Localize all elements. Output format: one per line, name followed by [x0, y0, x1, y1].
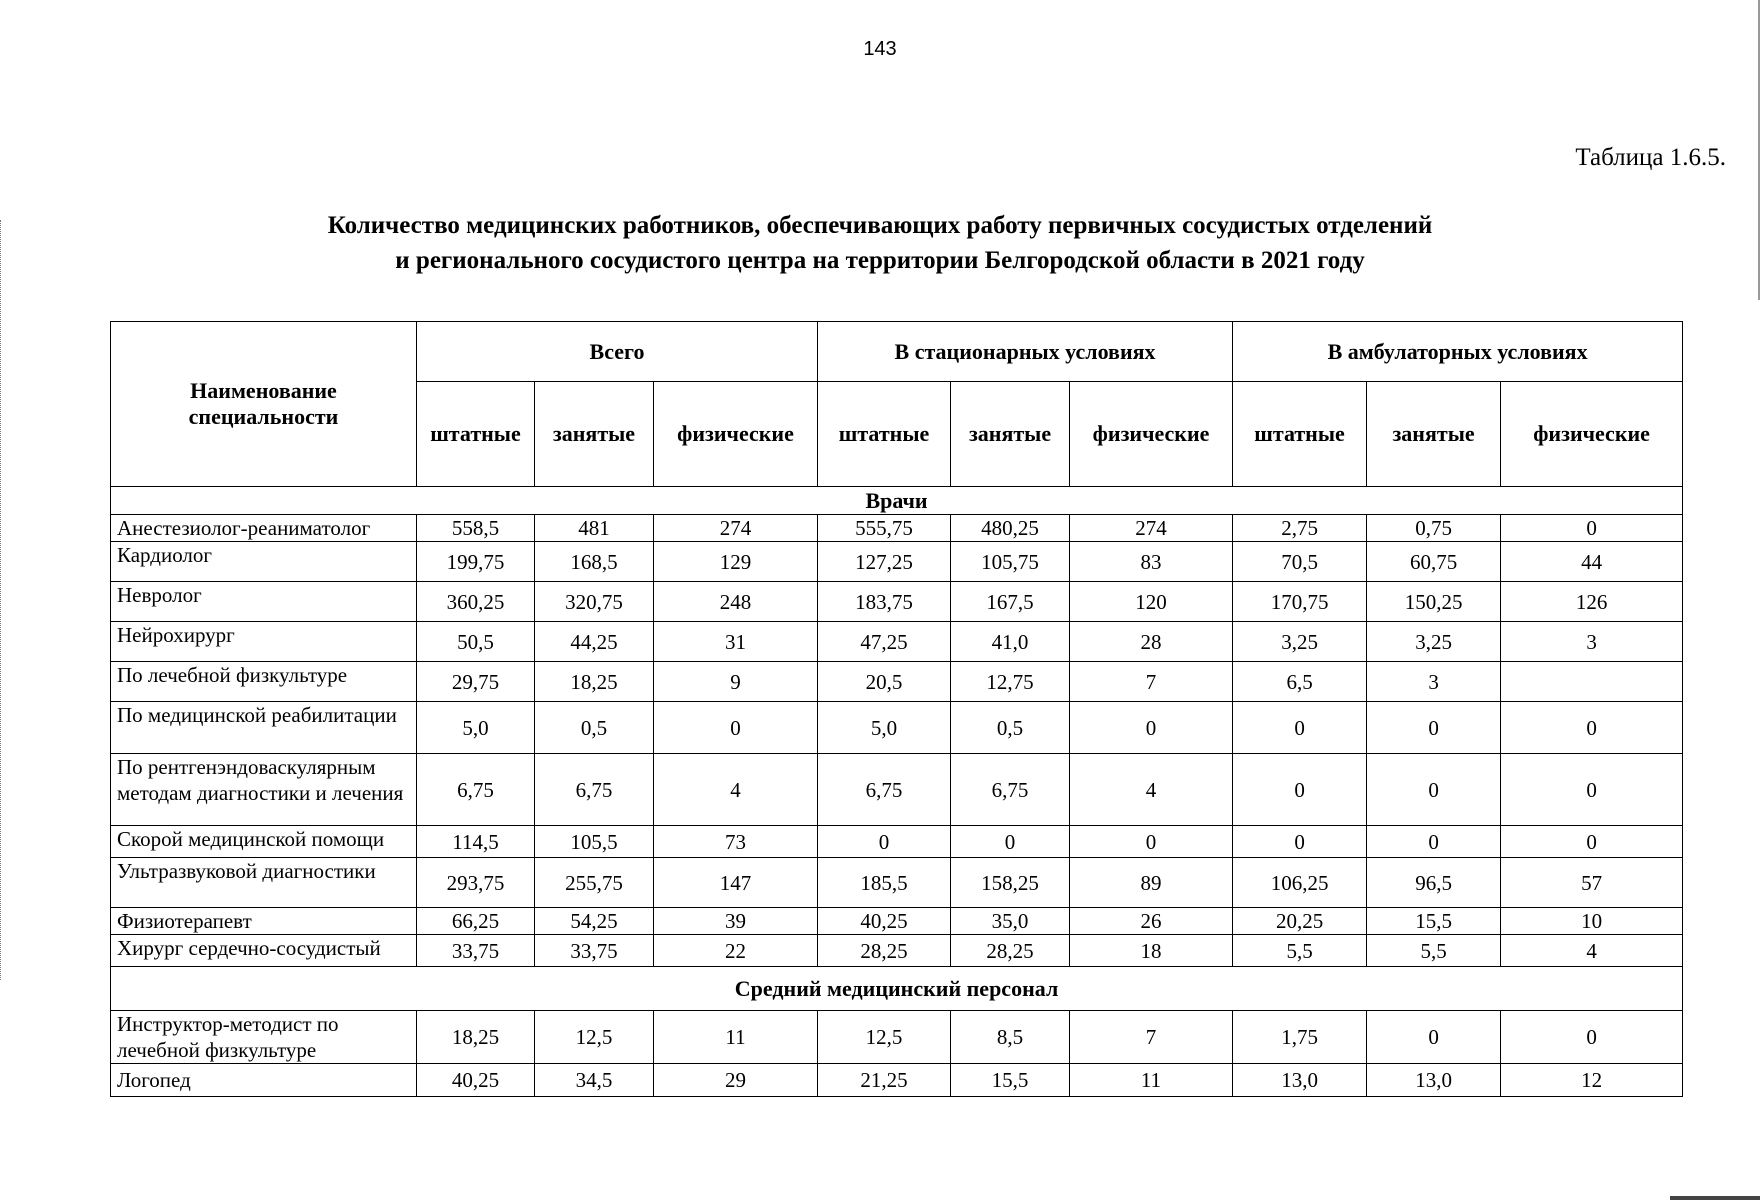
value-cell: 44 — [1501, 542, 1683, 582]
value-cell: 13,0 — [1367, 1064, 1501, 1097]
value-cell: 158,25 — [951, 858, 1070, 908]
value-cell: 12,5 — [535, 1011, 654, 1064]
value-cell: 8,5 — [951, 1011, 1070, 1064]
value-cell: 0,5 — [535, 702, 654, 754]
specialty-name: Хирург сердечно-сосудистый — [111, 935, 417, 967]
value-cell: 41,0 — [951, 622, 1070, 662]
table-row — [111, 1011, 1683, 1064]
value-cell: 6,75 — [535, 754, 654, 826]
specialty-name: По медицинской реабилитации — [111, 702, 417, 754]
value-cell: 150,25 — [1367, 582, 1501, 622]
value-cell: 40,25 — [417, 1064, 535, 1097]
header-sub: штатные — [1233, 382, 1367, 487]
value-cell: 12,5 — [818, 1011, 951, 1064]
value-cell: 13,0 — [1233, 1064, 1367, 1097]
value-cell: 6,75 — [818, 754, 951, 826]
staff-table — [110, 321, 1683, 1097]
value-cell: 11 — [654, 1011, 818, 1064]
value-cell: 0,5 — [951, 702, 1070, 754]
specialty-name: По лечебной физкультуре — [111, 662, 417, 702]
value-cell: 29,75 — [417, 662, 535, 702]
table-row — [111, 622, 1683, 662]
value-cell: 21,25 — [818, 1064, 951, 1097]
header-sub: штатные — [818, 382, 951, 487]
value-cell: 183,75 — [818, 582, 951, 622]
table-row — [111, 908, 1683, 935]
value-cell: 50,5 — [417, 622, 535, 662]
value-cell: 0 — [1233, 754, 1367, 826]
header-group-inpatient: В стационарных условиях — [818, 322, 1233, 382]
value-cell: 114,5 — [417, 826, 535, 858]
value-cell: 28,25 — [818, 935, 951, 967]
value-cell: 360,25 — [417, 582, 535, 622]
value-cell: 558,5 — [417, 515, 535, 542]
value-cell: 60,75 — [1367, 542, 1501, 582]
value-cell: 39 — [654, 908, 818, 935]
value-cell: 5,5 — [1233, 935, 1367, 967]
document-title — [0, 208, 1760, 278]
value-cell: 15,5 — [1367, 908, 1501, 935]
value-cell: 29 — [654, 1064, 818, 1097]
value-cell: 83 — [1070, 542, 1233, 582]
header-sub: занятые — [951, 382, 1070, 487]
specialty-name: Инструктор-методист по лечебной физкультуре — [111, 1011, 417, 1064]
value-cell: 7 — [1070, 1011, 1233, 1064]
section-title: Врачи — [111, 487, 1683, 515]
value-cell: 28,25 — [951, 935, 1070, 967]
value-cell: 255,75 — [535, 858, 654, 908]
value-cell: 555,75 — [818, 515, 951, 542]
value-cell: 12 — [1501, 1064, 1683, 1097]
value-cell: 96,5 — [1367, 858, 1501, 908]
value-cell: 89 — [1070, 858, 1233, 908]
specialty-name: По рентгенэндоваскулярным методам диагностики и лечения — [111, 754, 417, 826]
header-sub: физические — [1070, 382, 1233, 487]
value-cell: 3,25 — [1367, 622, 1501, 662]
value-cell: 320,75 — [535, 582, 654, 622]
value-cell: 44,25 — [535, 622, 654, 662]
value-cell: 0 — [818, 826, 951, 858]
header-sub: занятые — [535, 382, 654, 487]
value-cell: 0 — [1367, 1011, 1501, 1064]
value-cell: 0 — [1501, 826, 1683, 858]
value-cell: 185,5 — [818, 858, 951, 908]
value-cell: 0 — [654, 702, 818, 754]
header-group-outpatient: В амбулаторных условиях — [1233, 322, 1683, 382]
table-row — [111, 582, 1683, 622]
value-cell: 167,5 — [951, 582, 1070, 622]
specialty-name: Кардиолог — [111, 542, 417, 582]
value-cell: 293,75 — [417, 858, 535, 908]
value-cell: 10 — [1501, 908, 1683, 935]
value-cell: 73 — [654, 826, 818, 858]
header-sub: штатные — [417, 382, 535, 487]
value-cell: 0 — [1501, 754, 1683, 826]
page-number: 143 — [863, 38, 897, 60]
value-cell: 5,0 — [818, 702, 951, 754]
value-cell: 129 — [654, 542, 818, 582]
value-cell: 5,5 — [1367, 935, 1501, 967]
value-cell: 1,75 — [1233, 1011, 1367, 1064]
value-cell: 147 — [654, 858, 818, 908]
value-cell: 20,25 — [1233, 908, 1367, 935]
value-cell: 0 — [1233, 826, 1367, 858]
specialty-name: Логопед — [111, 1064, 417, 1097]
value-cell: 0 — [1501, 1011, 1683, 1064]
value-cell — [1501, 662, 1683, 702]
value-cell: 199,75 — [417, 542, 535, 582]
value-cell: 15,5 — [951, 1064, 1070, 1097]
header-sub: физические — [654, 382, 818, 487]
value-cell: 6,75 — [417, 754, 535, 826]
value-cell: 35,0 — [951, 908, 1070, 935]
value-cell: 28 — [1070, 622, 1233, 662]
value-cell: 0 — [1070, 702, 1233, 754]
value-cell: 4 — [654, 754, 818, 826]
value-cell: 7 — [1070, 662, 1233, 702]
value-cell: 54,25 — [535, 908, 654, 935]
table-row — [111, 826, 1683, 858]
table-row — [111, 1064, 1683, 1097]
value-cell: 26 — [1070, 908, 1233, 935]
value-cell: 3,25 — [1233, 622, 1367, 662]
value-cell: 31 — [654, 622, 818, 662]
specialty-name: Физиотерапевт — [111, 908, 417, 935]
scan-edge-left — [0, 220, 4, 980]
value-cell: 2,75 — [1233, 515, 1367, 542]
table-label: Таблица 1.6.5. — [1575, 144, 1726, 171]
header-row-groups — [111, 322, 1683, 382]
value-cell: 33,75 — [417, 935, 535, 967]
value-cell: 0,75 — [1367, 515, 1501, 542]
value-cell: 20,5 — [818, 662, 951, 702]
value-cell: 0 — [951, 826, 1070, 858]
value-cell: 66,25 — [417, 908, 535, 935]
value-cell: 0 — [1367, 702, 1501, 754]
value-cell: 47,25 — [818, 622, 951, 662]
value-cell: 3 — [1501, 622, 1683, 662]
header-sub: занятые — [1367, 382, 1501, 487]
value-cell: 126 — [1501, 582, 1683, 622]
value-cell: 120 — [1070, 582, 1233, 622]
specialty-name: Скорой медицинской помощи — [111, 826, 417, 858]
value-cell: 0 — [1501, 702, 1683, 754]
section-row — [111, 487, 1683, 515]
value-cell: 480,25 — [951, 515, 1070, 542]
value-cell: 0 — [1501, 515, 1683, 542]
value-cell: 106,25 — [1233, 858, 1367, 908]
section-row — [111, 967, 1683, 1011]
value-cell: 168,5 — [535, 542, 654, 582]
table-row — [111, 542, 1683, 582]
specialty-name: Невролог — [111, 582, 417, 622]
value-cell: 33,75 — [535, 935, 654, 967]
value-cell: 0 — [1233, 702, 1367, 754]
value-cell: 170,75 — [1233, 582, 1367, 622]
table-row — [111, 702, 1683, 754]
value-cell: 12,75 — [951, 662, 1070, 702]
specialty-name: Анестезиолог-реаниматолог — [111, 515, 417, 542]
table-body — [111, 487, 1683, 1097]
table-row — [111, 935, 1683, 967]
value-cell: 274 — [654, 515, 818, 542]
value-cell: 248 — [654, 582, 818, 622]
title-line-1: Количество медицинских работников, обеспечивающих работу первичных сосудистых отделений — [327, 212, 1433, 239]
value-cell: 5,0 — [417, 702, 535, 754]
value-cell: 481 — [535, 515, 654, 542]
value-cell: 4 — [1501, 935, 1683, 967]
specialty-name: Ультразвуковой диагностики — [111, 858, 417, 908]
table-row — [111, 858, 1683, 908]
value-cell: 18,25 — [535, 662, 654, 702]
section-title: Средний медицинский персонал — [111, 967, 1683, 1011]
value-cell: 6,5 — [1233, 662, 1367, 702]
value-cell: 70,5 — [1233, 542, 1367, 582]
value-cell: 18,25 — [417, 1011, 535, 1064]
value-cell: 57 — [1501, 858, 1683, 908]
value-cell: 274 — [1070, 515, 1233, 542]
scan-edge-bottom — [1670, 1196, 1760, 1200]
value-cell: 127,25 — [818, 542, 951, 582]
value-cell: 18 — [1070, 935, 1233, 967]
scan-edge-right — [1756, 0, 1760, 300]
value-cell: 0 — [1367, 754, 1501, 826]
value-cell: 22 — [654, 935, 818, 967]
table-row — [111, 662, 1683, 702]
specialty-name: Нейрохирург — [111, 622, 417, 662]
value-cell: 0 — [1367, 826, 1501, 858]
value-cell: 105,5 — [535, 826, 654, 858]
value-cell: 11 — [1070, 1064, 1233, 1097]
header-name: Наименование специальности — [111, 322, 417, 487]
table-row — [111, 754, 1683, 826]
value-cell: 0 — [1070, 826, 1233, 858]
value-cell: 3 — [1367, 662, 1501, 702]
title-line-2: и регионального сосудистого центра на территории Белгородской области в 2021 году — [395, 247, 1365, 274]
value-cell: 9 — [654, 662, 818, 702]
value-cell: 6,75 — [951, 754, 1070, 826]
table-row — [111, 515, 1683, 542]
header-sub: физические — [1501, 382, 1683, 487]
value-cell: 34,5 — [535, 1064, 654, 1097]
value-cell: 4 — [1070, 754, 1233, 826]
header-group-total: Всего — [417, 322, 818, 382]
value-cell: 40,25 — [818, 908, 951, 935]
value-cell: 105,75 — [951, 542, 1070, 582]
